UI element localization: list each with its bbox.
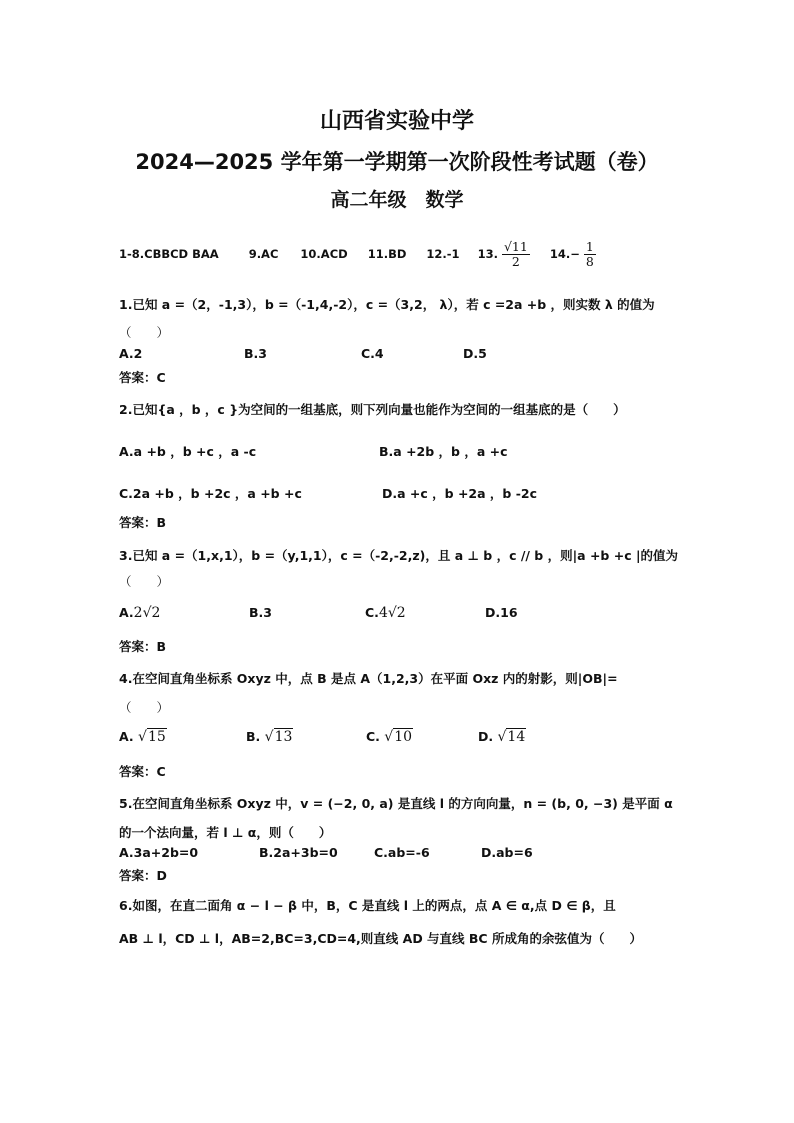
answer-13-numerator: √11	[503, 239, 528, 254]
answer-14-fraction	[584, 240, 596, 269]
q2-options-row2	[119, 484, 537, 502]
answer-key	[119, 240, 596, 269]
q4-answer: 答案：C	[119, 764, 166, 779]
q5-options	[119, 845, 533, 860]
sqrt-symbol: √13	[264, 729, 293, 745]
q3-option-d: D.16	[485, 605, 518, 620]
answer-13-denominator: 2	[511, 253, 520, 269]
q4-option-c-label: C.	[366, 729, 380, 744]
q5-option-d: D.ab=6	[481, 845, 533, 860]
q6-stem-cont: AB ⊥ l，CD ⊥ l，AB=2,BC=3,CD=4,则直线 AD 与直线 BC 所成角的余弦值为（ ）	[119, 931, 642, 946]
q3-paren: （ ）	[119, 574, 170, 589]
q3-option-b: B.3	[249, 605, 272, 620]
answer-10: 10.ACD	[300, 246, 348, 261]
q3-option-c-value: 4√2	[378, 605, 406, 621]
q4-options	[119, 729, 526, 745]
q1-options	[119, 346, 487, 361]
exam-subtitle: 高二年级 数学	[330, 189, 464, 211]
q1-stem: 1.已知 a =（2，-1,3），b =（-1,4,-2），c =（3,2， λ），若 c =2a +b ，则实数 λ 的值为	[119, 297, 655, 312]
answer-14-numerator: 1	[585, 239, 594, 254]
q1-option-c: C.4	[361, 346, 384, 361]
q4-stem: 4.在空间直角坐标系 Oxyz 中，点 B 是点 A（1,2,3）在平面 Oxz 内的射影，则|OB|=	[119, 671, 618, 686]
q5-option-b: B.2a+3b=0	[259, 845, 338, 860]
q2-option-c: C.2a +b ，b +2c ，a +b +c	[119, 486, 302, 501]
q5-stem: 5.在空间直角坐标系 Oxyz 中，v = (−2, 0, a) 是直线 l 的方向向量，n = (b, 0, −3) 是平面 α	[119, 796, 673, 811]
q3-option-a-value: 2√2	[133, 605, 161, 621]
q3-option-a-label: A.	[119, 605, 134, 620]
q2-answer: 答案：B	[119, 515, 167, 530]
q5-answer: 答案：D	[119, 868, 167, 883]
q4-option-c-value: 10	[394, 729, 413, 745]
q1-option-a: A.2	[119, 346, 143, 361]
q1-answer: 答案：C	[119, 370, 166, 385]
q1-option-d: D.5	[463, 346, 487, 361]
q4-option-a-value: 15	[147, 729, 166, 745]
q4-option-b-value: 13	[274, 729, 293, 745]
answer-12: 12.-1	[426, 246, 460, 261]
q1-paren: （ ）	[119, 325, 170, 340]
q2-option-b: B.a +2b ，b ，a +c	[379, 444, 508, 459]
q3-options	[119, 605, 518, 621]
answer-1-8: 1-8.CBBCD BAA	[119, 246, 219, 261]
answer-14-label: 14.−	[549, 246, 580, 261]
q4-option-d-value: 14	[507, 729, 526, 745]
q5-option-c: C.ab=-6	[374, 845, 430, 860]
sqrt-symbol: √10	[384, 729, 413, 745]
sqrt-symbol: √15	[138, 729, 166, 745]
q4-option-b-label: B.	[246, 729, 261, 744]
q5-option-a: A.3a+2b=0	[119, 845, 199, 860]
exam-title: 2024—2025 学年第一学期第一次阶段性考试题（卷）	[135, 150, 659, 174]
q6-stem: 6.如图，在直二面角 α − l − β 中，B，C 是直线 l 上的两点，点 A ∈ α,点 D ∈ β，且	[119, 898, 616, 913]
answer-14-denominator: 8	[585, 253, 594, 269]
q3-answer: 答案：B	[119, 639, 167, 654]
q4-paren: （ ）	[119, 700, 170, 715]
q3-stem: 3.已知 a =（1,x,1），b =（y,1,1），c =（-2,-2,z)，且 a ⊥ b ，c // b ，则|a +b +c |的值为	[119, 548, 679, 563]
sqrt-symbol: √14	[497, 729, 526, 745]
q4-option-a-label: A.	[119, 729, 134, 744]
q2-stem: 2.已知{a ，b ，c }为空间的一组基底，则下列向量也能作为空间的一组基底的是（ ）	[119, 402, 626, 417]
q1-option-b: B.3	[244, 346, 267, 361]
answer-13-label: 13.	[477, 246, 498, 261]
q2-option-a: A.a +b ，b +c ，a -c	[119, 444, 257, 459]
answer-11: 11.BD	[367, 246, 407, 261]
q4-option-d-label: D.	[478, 729, 494, 744]
q5-stem-cont: 的一个法向量，若 l ⊥ α，则（ ）	[119, 825, 332, 840]
answer-13-fraction	[502, 240, 530, 269]
q3-option-c-label: C.	[365, 605, 379, 620]
q2-options-row1	[119, 442, 508, 460]
answer-9: 9.AC	[248, 246, 279, 261]
q2-option-d: D.a +c ，b +2a ，b -2c	[382, 486, 537, 501]
school-name: 山西省实验中学	[319, 109, 474, 134]
